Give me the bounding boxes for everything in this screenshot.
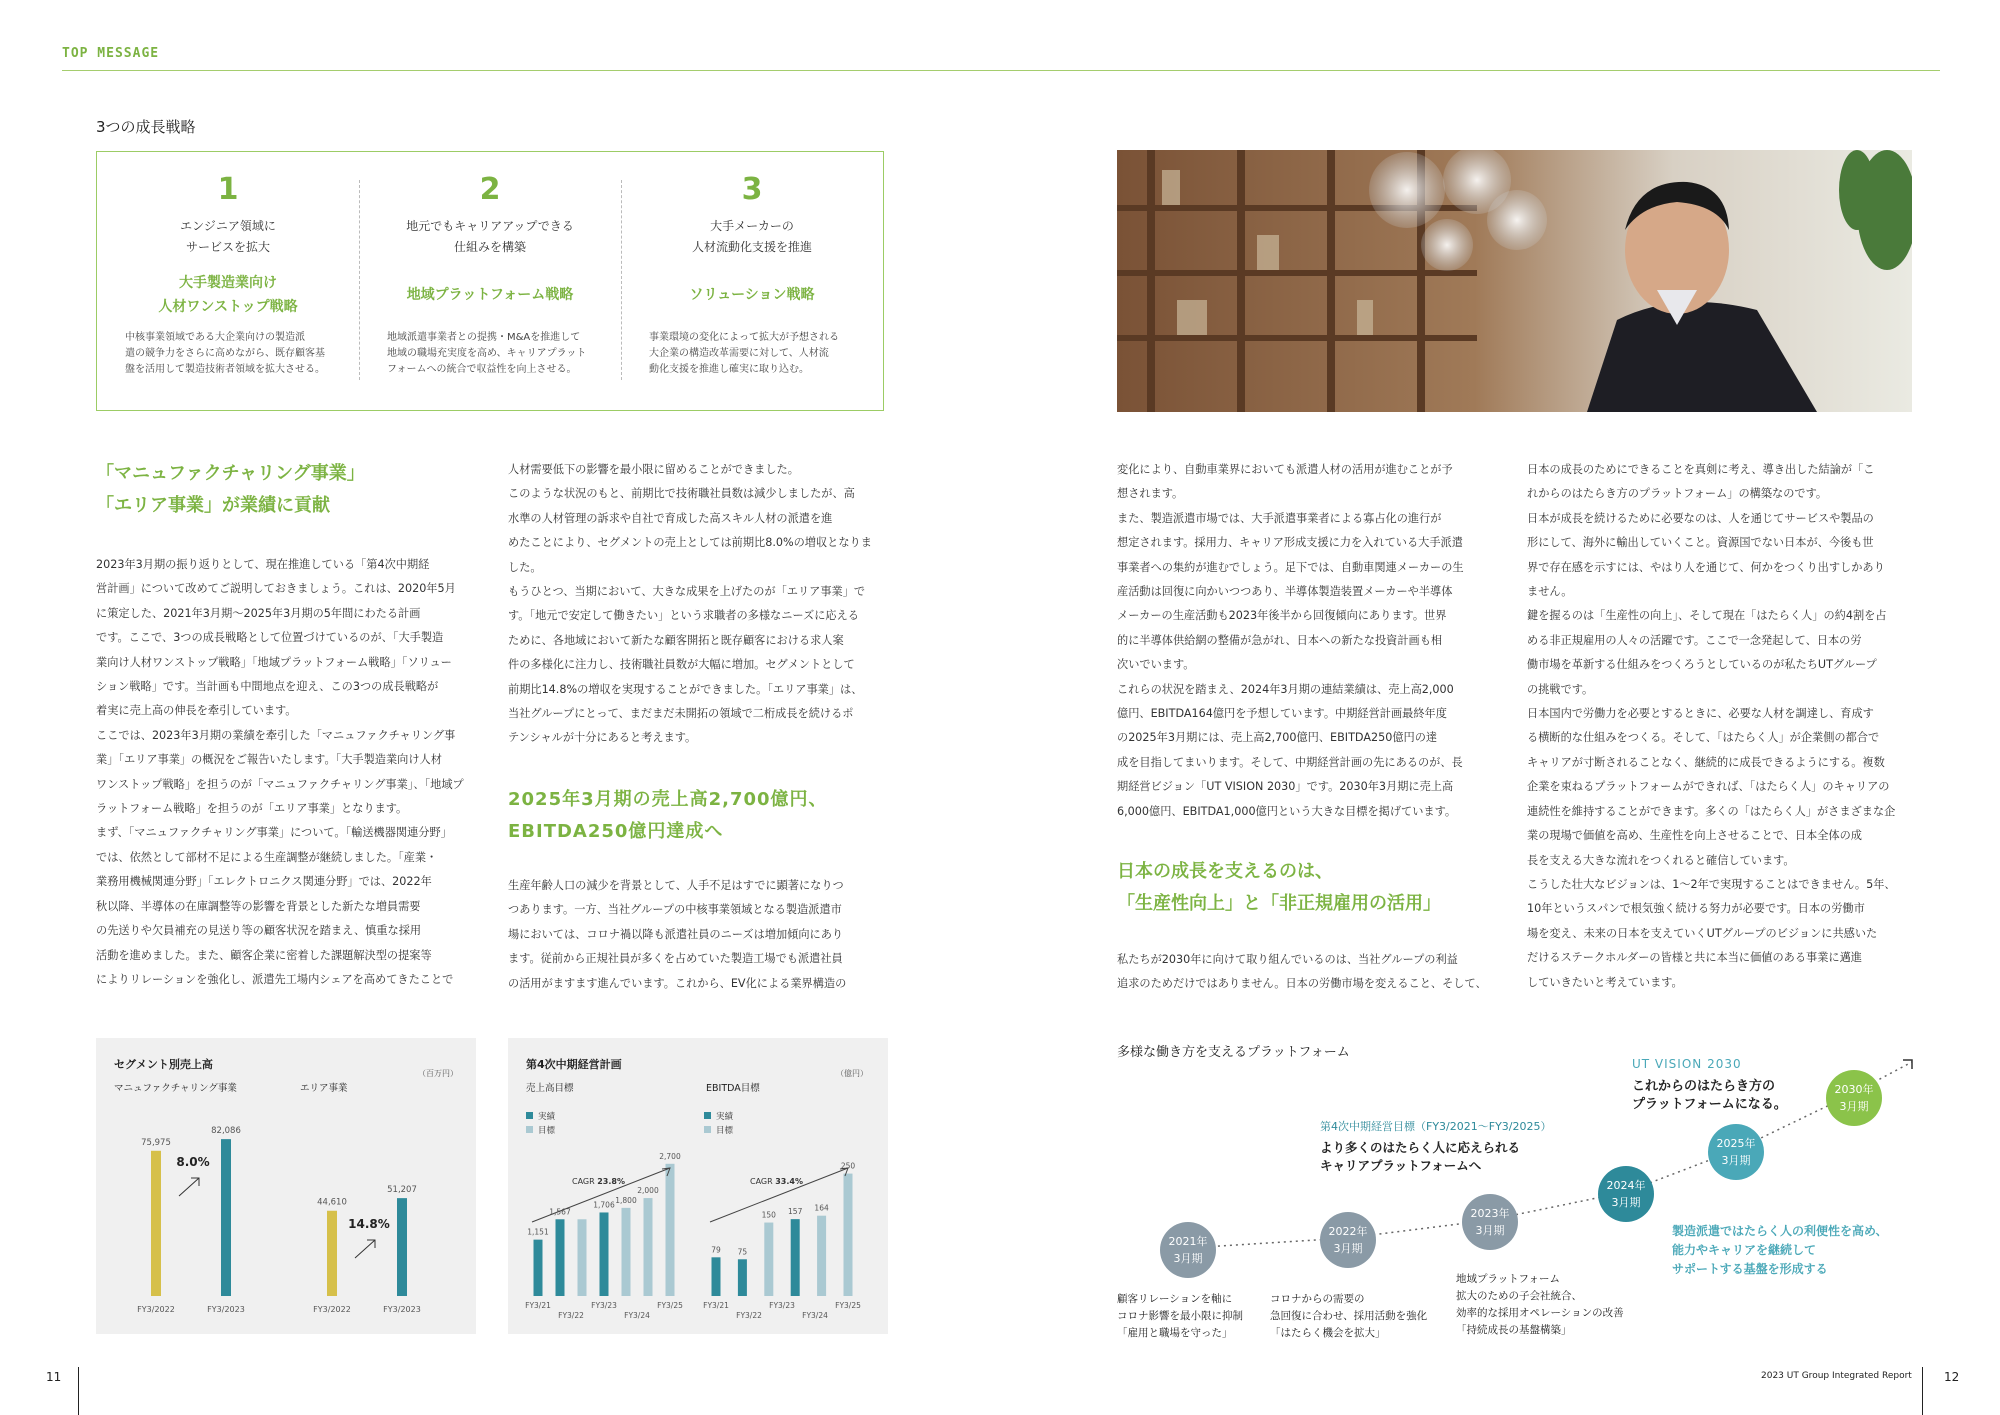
bar-value-label: 79: [711, 1245, 721, 1255]
strategy-name: 地域プラットフォーム戦略: [406, 287, 574, 303]
growth-arrow-icon: [179, 1178, 199, 1196]
x-tick-label: FY3/2023: [207, 1305, 245, 1314]
strategy-description: 事業環境の変化によって拡大が予想される 大企業の構造改革需要に対して、人材流 動化支援を推進し確実に取り込む。: [649, 332, 839, 375]
strategies-box: [96, 151, 884, 411]
milestone-2030: 2030年 3月期: [1826, 1070, 1882, 1126]
bar-value-label: 1,567: [549, 1207, 571, 1217]
bar: [151, 1151, 161, 1296]
footer-divider-left: [78, 1367, 79, 1415]
bar-value-label: 1,706: [593, 1200, 615, 1210]
bar: [738, 1259, 747, 1296]
cagr-label: CAGR 23.8%: [572, 1177, 625, 1186]
x-tick-label: FY3/25: [657, 1301, 683, 1310]
bar-value-label: 157: [788, 1207, 803, 1217]
x-tick-label: FY3/24: [624, 1311, 650, 1320]
bar: [712, 1257, 721, 1296]
x-tick-label: FY3/23: [591, 1301, 617, 1310]
segment-sales-chart: [96, 1038, 476, 1334]
chart-unit: （百万円）: [418, 1069, 458, 1078]
legend-label-target: 目標: [716, 1126, 734, 1136]
legend-swatch-target: [526, 1126, 533, 1133]
bar: [556, 1219, 565, 1296]
strategy-number: 2: [479, 172, 501, 207]
milestone-note-2022: コロナからの需要の 急回復に合わせ、採用活動を強化 「はたらく機会を拡大」: [1270, 1293, 1428, 1339]
x-tick-label: FY3/23: [769, 1301, 795, 1310]
x-tick-label: FY3/21: [703, 1301, 729, 1310]
bar: [666, 1164, 675, 1296]
growth-label: 14.8%: [348, 1217, 390, 1231]
bar-value-label: 250: [840, 1161, 856, 1171]
heading-business-contribution: 「マニュファクチャリング事業」 「エリア事業」が業績に貢献: [96, 463, 365, 516]
milestone-note-2023: 地域プラットフォーム 拡大のための子会社統合、 効率的な採用オペレーションの改善 「持続成長の基盤構築」: [1456, 1273, 1624, 1336]
bar-value-label: 2,700: [659, 1151, 681, 1161]
bar-value-label: 164: [814, 1203, 829, 1213]
bar: [327, 1211, 337, 1296]
body-column-2a: 人材需要低下の影響を最小限に留めることができました。 このような状況のもと、前期比で技術職社員数は減少しましたが、高 水準の人材管理の訴求や自社で育成した高スキル人材の派遣を進 めたことにより、セグメントの売上としては前期比8.0%の増収となりま した。 もうひとつ、当期において、大きな成果を上げたのが「エリア事業」で す。「地元で安定して働きたい」という求職者の多様なニーズに応える ために、各地域において新たな顧客開拓と既存顧客における求人案 件の多様化に注力し、技術職社員数が大幅に増加。セグメントとして 前期比14.8%の増収を実現することができました。「エリア事業」は、 当社グループにとって、まだまだ未開拓の領域で二桁成長を続けるポ テンシャルが十分にあると考えます。: [508, 463, 872, 745]
vision-label: UT VISION 2030: [1632, 1057, 1742, 1071]
strategy-3: [621, 152, 883, 410]
growth-label: 8.0%: [176, 1155, 210, 1169]
executive-photo: [1117, 150, 1912, 412]
milestone-2021: 2021年 3月期: [1160, 1222, 1216, 1278]
chart-title: セグメント別売上高: [114, 1058, 213, 1071]
group-label-manufacturing: マニュファクチャリング事業: [114, 1083, 237, 1094]
bar-value-label: 1,800: [615, 1195, 637, 1205]
midterm-plan-plot: [508, 1038, 888, 1334]
section-label: TOP MESSAGE: [62, 46, 160, 61]
bar-value-label: 82,086: [211, 1126, 241, 1137]
bar: [534, 1240, 543, 1296]
bar-value-label: 51,207: [387, 1185, 417, 1196]
bar: [817, 1216, 826, 1296]
legend-swatch-actual: [526, 1112, 533, 1119]
body-column-1: 2023年3月期の振り返りとして、現在推進している「第4次中期経 営計画」について改めてご説明しておきましょう。これは、2020年5月 に策定した、2021年3月期～2025年3月期の5年間にわたる計画 です。ここで、3つの成長戦略として位置づけているのが、「大手製造 業向け人材ワンストップ戦略」「地域プラットフォーム戦略」「ソリュー ション戦略」です。当計画も中間地点を迎え、この3つの成長戦略が 着実に売上高の伸長を牽引しています。 ここでは、2023年3月期の業績を牽引した「マニュファクチャリング事 業」「エリア事業」の概況をご報告いたします。「大手製造業向け人材 ワンストップ戦略」を担うのが「マニュファクチャリング事業」、「地域プ ラットフォーム戦略」を担うのが「エリア事業」となります。 まず、「マニュファクチャリング事業」について。「輸送機器関連分野」 では、依然として部材不足による生産調整が継続しました。「産業・ 業務用機械関連分野」「エレクトロニクス関連分野」では、2022年 秋以降、半導体の在庫調整等の影響を背景とした新たな増員需要 の先送りや欠員補充の見送り等の顧客状況を踏まえ、慎重な採用 活動を進めました。また、顧客企業に密着した課題解決型の提案等 によりリレーションを強化し、派遣先工場内シェアを高めてきたことで: [96, 558, 464, 986]
plan-label: 第4次中期経営目標（FY3/2021～FY3/2025）: [1320, 1120, 1552, 1133]
bar-value-label: 75,975: [141, 1137, 171, 1148]
legend-swatch-actual: [704, 1112, 711, 1119]
bar: [791, 1219, 800, 1296]
segment-sales-plot: [96, 1038, 476, 1334]
x-tick-label: FY3/25: [835, 1301, 861, 1310]
heading-targets: 2025年3月期の売上高2,700億円、 EBITDA250億円達成へ: [508, 789, 828, 842]
x-tick-label: FY3/2023: [383, 1305, 421, 1314]
strategy-name: 大手製造業向け 人材ワンストップ戦略: [158, 275, 298, 315]
strategy-2: [359, 152, 621, 410]
group-label-ebitda: EBITDA目標: [706, 1083, 760, 1094]
chart-title: 第4次中期経営計画: [526, 1058, 622, 1071]
milestone-2025: 2025年 3月期: [1708, 1124, 1764, 1180]
photo-illustration: [1117, 150, 1912, 412]
cagr-label: CAGR 33.4%: [750, 1177, 803, 1186]
body-column-4: 日本の成長のためにできることを真剣に考え、導き出した結論が「こ れからのはたらき方のプラットフォーム」の構築なのです。 日本が成長を続けるために必要なのは、人を通じてサービスや製品の 形にして、海外に輸出していくこと。資源国でない日本が、今後も世 界で存在感を示すには、やはり人を通じて、何かをつくり出すしかあり ません。 鍵を握るのは「生産性の向上」、そして現在「はたらく人」の約4割を占 める非正規雇用の人々の活躍です。ここで一念発起して、日本の労 働市場を革新する仕組みをつくろうとしているのが私たちUTグループ の挑戦です。 日本国内で労働力を必要とするときに、必要な人材を調達し、育成す る横断的な仕組みをつくる。そして、「はたらく人」が企業側の都合で キャリアが寸断されることなく、継続的に成長できるようにする。複数 企業を束ねるプラットフォームができれば、「はたらく人」のキャリアの 連続性を維持することができます。多くの「はたらく人」がさまざまな企 業の現場で価値を高め、生産性を向上させることで、日本全体の成 長を支える大きな流れをつくれると確信しています。 こうした壮大なビジョンは、1～2年で実現することはできません。5年、 10年というスパンで根気強く続ける努力が必要です。日本の労働市 場を変え、未来の日本を支えていくUTグループのビジョンに共感いた だけるステークホルダーの皆様と共に本当に価値のある事業に邁進 していきたいと考えています。: [1527, 463, 1896, 989]
growth-arrow-icon: [355, 1240, 375, 1258]
header-divider: [62, 70, 1940, 71]
bar: [622, 1208, 631, 1296]
future-text: 製造派遣ではたらく人の利便性を高め、 能力やキャリアを継続して サポートする基盤を形成する: [1672, 1224, 1888, 1276]
chart-unit: （億円）: [836, 1069, 868, 1078]
group-label-area: エリア事業: [300, 1083, 348, 1094]
group-label-sales: 売上高目標: [526, 1083, 574, 1094]
milestone-note-2021: 顧客リレーションを軸に コロナ影響を最小限に抑制 「雇用と職場を守った」: [1117, 1293, 1243, 1339]
strategy-number: 3: [741, 172, 763, 207]
body-column-2b: 生産年齢人口の減少を背景として、人手不足はすでに顕著になりつ つあります。一方、当社グループの中核事業領域となる製造派遣市 場においては、コロナ禍以降も派遣社員のニーズは増加傾向にあり ます。従前から正規社員が多くを占めていた製造工場でも派遣社員 の活用がますます進んでいます。これから、EV化による業界構造の: [508, 879, 847, 990]
strategy-subtitle: 地元でもキャリアアップできる 仕組みを構築: [406, 219, 574, 254]
x-tick-label: FY3/22: [558, 1311, 584, 1320]
page-number-left: 11: [46, 1370, 62, 1384]
bar-value-label: 44,610: [317, 1197, 347, 1208]
legend-swatch-target: [704, 1126, 711, 1133]
milestone-2024: 2024年 3月期: [1598, 1166, 1654, 1222]
bar: [764, 1223, 773, 1296]
page-number-right: 12: [1944, 1370, 1960, 1384]
bar-value-label: 2,000: [637, 1186, 659, 1196]
strategy-description: 地域派遣事業者との提携・M&Aを推進して 地域の職場充実度を高め、キャリアプラット フォームへの統合で収益性を向上させる。: [387, 332, 587, 375]
strategy-description: 中核事業領域である大企業向けの製造派 遣の競争力をさらに高めながら、既存顧客基 盤を活用して製造技術者領域を拡大させる。: [125, 332, 325, 375]
legend-label-target: 目標: [538, 1126, 556, 1136]
platform-title: 多様な働き方を支えるプラットフォーム: [1117, 1045, 1350, 1060]
plan-text: より多くのはたらく人に応えられる キャリアプラットフォームへ: [1320, 1140, 1521, 1173]
milestone-2022: 2022年 3月期: [1320, 1212, 1376, 1268]
bar: [221, 1139, 231, 1296]
x-tick-label: FY3/2022: [137, 1305, 175, 1314]
bar: [600, 1212, 609, 1296]
milestone-2023: 2023年 3月期: [1462, 1194, 1518, 1250]
strategy-name: ソリューション戦略: [689, 287, 815, 303]
bar: [397, 1198, 407, 1296]
report-title: 2023 UT Group Integrated Report: [1761, 1371, 1912, 1381]
strategy-1: [97, 152, 359, 410]
heading-japan-growth: 日本の成長を支えるのは、 「生産性向上」と「非正規雇用の活用」: [1117, 861, 1441, 914]
x-tick-label: FY3/21: [525, 1301, 551, 1310]
bar: [844, 1174, 853, 1296]
bar-value-label: 1,151: [527, 1227, 549, 1237]
legend-label-actual: 実績: [716, 1112, 734, 1122]
midterm-plan-chart: [508, 1038, 888, 1334]
vision-text: これからのはたらき方の プラットフォームになる。: [1632, 1079, 1787, 1112]
legend-label-actual: 実績: [538, 1112, 556, 1122]
bar: [644, 1198, 653, 1296]
body-column-3b: 私たちが2030年に向けて取り組んでいるのは、当社グループの利益 追求のためだけではありません。日本の労働市場を変えること、そして、: [1117, 953, 1487, 991]
x-tick-label: FY3/2022: [313, 1305, 351, 1314]
body-column-3a: 変化により、自動車業界においても派遣人材の活用が進むことが予 想されます。 また、製造派遣市場では、大手派遣事業者による寡占化の進行が 想定されます。採用力、キャリア形成支援に力を入れている大手派遣 事業者への集約が進むでしょう。足下では、自動車関連メーカーの生 産活動は回復に向かいつつあり、半導体製造装置メーカーや半導体 メーカーの生産活動も2023年後半から回復傾向にあります。世界 的に半導体供給網の整備が急がれ、日本への新たな投資計画も相 次いでいます。 これらの状況を踏まえ、2024年3月期の連結業績は、売上高2,000 億円、EBITDA164億円を予想しています。中期経営計画最終年度 の2025年3月期には、売上高2,700億円、EBITDA250億円の達 成を目指してまいります。そして、中期経営計画の先にあるのが、長 期経営ビジョン「UT VISION 2030」です。2030年3月期に売上高 6,000億円、EBITDA1,000億円という大きな目標を掲げています。: [1117, 463, 1464, 818]
x-tick-label: FY3/24: [802, 1311, 828, 1320]
bar-value-label: 150: [761, 1210, 776, 1220]
x-tick-label: FY3/22: [736, 1311, 762, 1320]
bar-value-label: 75: [737, 1247, 748, 1257]
footer-divider-right: [1922, 1367, 1923, 1415]
strategy-number: 1: [217, 172, 239, 207]
strategy-subtitle: エンジニア領域に サービスを拡大: [180, 219, 276, 254]
strategies-title: 3つの成長戦略: [96, 118, 196, 136]
bar: [578, 1219, 587, 1296]
strategy-subtitle: 大手メーカーの 人材流動化支援を推進: [691, 219, 812, 254]
